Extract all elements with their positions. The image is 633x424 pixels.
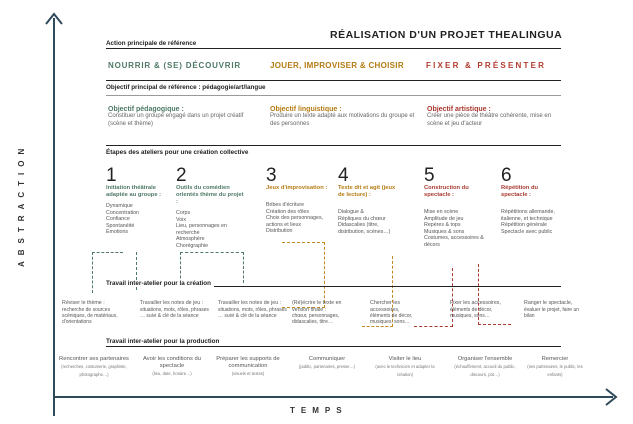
step-1-items: Dynamique Concentration Confiance Spontanéité Émotions	[106, 203, 139, 236]
production-item-5	[370, 356, 440, 379]
objectif-pedagogique-text: Constituer un groupe engagé dans un projet créatif (scène et thème)	[108, 113, 244, 127]
action-heading: Action principale de référence	[106, 40, 197, 47]
step-6-title: Répétition du spectacle :	[501, 185, 539, 198]
objectif-artistique-text: Créer une pièce de théâtre cohérente, mise en scène et jeu d'acteur	[427, 113, 552, 127]
creation-item-5-sub: éléments de décor, musiques, sons…	[370, 313, 413, 326]
action-item-3: FIXER & PRÉSENTER	[426, 61, 547, 70]
creation-heading: Travail inter-atelier pour la création	[106, 280, 214, 287]
creation-item-1-sub: recherche de sources scéniques, de matériaux, d'orientations	[62, 306, 118, 325]
objectif-pedagogique-title: Objectif pédagogique :	[108, 106, 184, 113]
production-item-4-sub: (public, partenaires, presse…)	[298, 364, 356, 369]
objectif-artistique-title: Objectif artistique :	[427, 106, 491, 113]
production-item-3-sub: (visuels et textes)	[231, 371, 265, 376]
creation-item-5	[370, 300, 430, 325]
step-3-number: 3	[266, 165, 277, 186]
production-item-2-sub: (lieu, date, horaire…)	[152, 371, 192, 376]
connector-step2	[180, 252, 244, 283]
production-item-1	[58, 356, 130, 379]
production-item-1-sub: (recherches, costumerie, graphiste, photographe…)	[61, 364, 127, 377]
production-item-6-sub: (échauffement, accueil du public, discours, pot…)	[454, 364, 516, 377]
step-4-title: Texte dit et agit (jeux de lecture) :	[338, 185, 396, 198]
step-5-items: Mise en scène Amplitude de jeu Repères & tops Musiques & sons Costumes, accessoires & décors	[424, 209, 484, 248]
objectif-linguistique-text: Produire un texte adapté aux motivations du groupe et des personnes	[270, 113, 415, 127]
horizontal-axis-arrow-icon	[604, 387, 618, 407]
production-item-2	[138, 356, 206, 378]
production-item-7	[524, 356, 586, 379]
step-1-title: Initiation théâtrale adaptée au groupe :	[106, 185, 162, 198]
step-6-items: Répétitions allemande, italienne, et technique Répétition générale Spectacle avec public	[501, 209, 555, 235]
action-item-2: JOUER, IMPROVISER & CHOISIR	[270, 61, 404, 70]
creation-item-3-main: Travailler les notes de jeu :	[218, 300, 282, 306]
connector-step3	[282, 242, 325, 308]
objectif-linguistique-title: Objectif linguistique :	[270, 106, 342, 113]
step-6-number: 6	[501, 165, 512, 186]
production-item-3-main: Préparer les supports de communication	[216, 356, 280, 369]
step-4-items: Dialogue & Répliques du chœur Didascalies (titre, distribution, scènes…)	[338, 209, 391, 235]
creation-item-7-sub: évaluer le projet, faire un bilan	[524, 306, 580, 319]
step-3-items: Bribes d'écriture Création des rôles Choix des personnages, actions et lieux Distribution	[266, 202, 324, 235]
production-item-3	[212, 356, 284, 378]
action-item-1: NOURRIR & (SE) DÉCOUVRIR	[108, 61, 241, 70]
step-1	[106, 166, 174, 236]
vertical-axis	[53, 18, 55, 416]
creation-item-6	[450, 300, 502, 319]
step-3-title: Jeux d'improvisation :	[266, 185, 328, 191]
production-rule	[106, 346, 561, 347]
production-item-5-main: Visiter le lieu	[388, 356, 422, 362]
objectif-rule-top	[106, 80, 561, 81]
creation-item-6-main: Fixer les accessoires,	[450, 300, 501, 306]
creation-item-3	[218, 300, 288, 319]
creation-item-4	[292, 300, 358, 325]
step-4-number: 4	[338, 165, 349, 186]
production-item-5-sub: (avec le technicien et adapter la création)	[375, 364, 435, 377]
step-5-title: Construction du spectacle :	[424, 185, 469, 198]
objectif-artistique	[427, 106, 562, 128]
step-2	[176, 166, 244, 250]
creation-item-4-sub: chœur, personnages, didascalies, titre…	[292, 313, 340, 326]
objectif-linguistique	[270, 106, 415, 128]
step-6	[501, 166, 565, 235]
step-2-number: 2	[176, 165, 187, 186]
step-5-number: 5	[424, 165, 435, 186]
production-item-6-main: Organiser l'ensemble	[457, 356, 513, 362]
production-item-2-main: Avoir les conditions du spectacle	[143, 356, 201, 369]
creation-item-7	[524, 300, 580, 319]
creation-item-2-main: Travailler les notes de jeu :	[140, 300, 204, 306]
creation-item-2-sub: situations, mots, rôles, phrases … suivi & clé de la séance	[140, 306, 209, 319]
vertical-axis-arrow-icon	[44, 12, 64, 26]
etapes-rule-top	[106, 145, 561, 146]
creation-item-6-sub: éléments de décor, musiques, sons…	[450, 306, 493, 319]
creation-item-5-main: Chercher les accessoires,	[370, 300, 401, 313]
creation-item-1	[62, 300, 132, 325]
production-item-7-sub: (ses partenaires, le public, les enfants)	[527, 364, 583, 377]
objectif-rule	[106, 95, 561, 96]
horizontal-axis-label: TEMPS	[290, 406, 348, 415]
step-4	[338, 166, 400, 235]
production-item-1-main: Rencontrer ses partenaires	[59, 356, 129, 362]
production-heading: Travail inter-atelier pour la production	[106, 338, 220, 345]
production-item-4-main: Communiquer	[308, 356, 346, 362]
objectif-heading: Objectif principal de référence : pédagogie/art/langue	[106, 84, 266, 91]
page-title: RÉALISATION D'UN PROJET THEALINGUA	[330, 29, 563, 41]
creation-item-7-main: Ranger le spectacle,	[524, 300, 573, 306]
step-2-title: Outils du comédien orientés thème du projet :	[176, 185, 244, 205]
creation-item-2	[140, 300, 212, 319]
vertical-axis-label: ABSTRACTION	[17, 142, 26, 268]
objectif-pedagogique	[108, 106, 258, 128]
step-2-items: Corps Voix Lieu, personnages en recherche Atmosphère Chorégraphie	[176, 210, 227, 249]
horizontal-axis	[53, 396, 613, 398]
step-1-number: 1	[106, 165, 117, 186]
creation-item-3-sub: situations, mots, rôles, phrases … suivi & clé de la séance	[218, 306, 287, 319]
step-5	[424, 166, 488, 249]
step-3	[266, 166, 330, 235]
production-item-7-main: Remercier	[541, 356, 569, 362]
action-rule	[106, 48, 561, 49]
creation-item-1-main: Réviser le thème :	[62, 300, 105, 306]
creation-item-4-main: (Ré)écrire le texte en version finale :	[292, 300, 342, 313]
production-item-4	[292, 356, 362, 371]
production-item-6	[450, 356, 520, 379]
etapes-heading: Étapes des ateliers pour une création collective	[106, 149, 249, 156]
